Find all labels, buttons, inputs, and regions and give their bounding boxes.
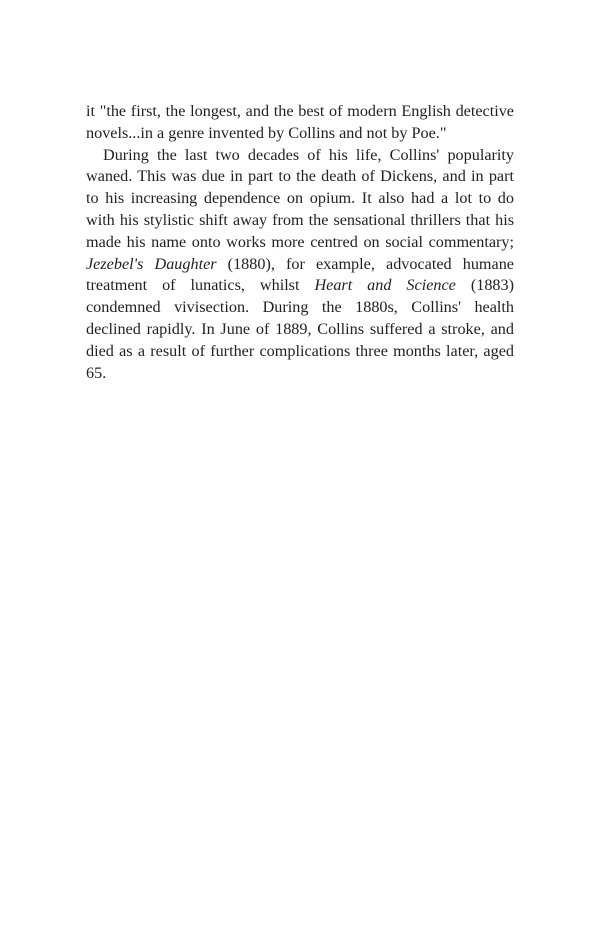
page-body	[86, 101, 514, 384]
book-title-heart-and-science: Heart and Science	[314, 276, 456, 295]
paragraph-2-text-a: During the last two decades of his life, Collins' popularity waned. This was due in part to the death of Dickens, and in part to his increasing dependence on opium. It also had a lot to do with his stylistic shift away from the sensational thrillers that his made his name onto works more centred on social commentary;	[86, 145, 514, 251]
book-title-jezebels-daughter: Jezebel's Daughter	[86, 254, 217, 273]
paragraph-continuation	[86, 101, 514, 145]
paragraph-2-text-c: (1883) condemned vivisection. During the 1880s, Collins' health declined rapidly. In June of 1889, Collins suffered a stroke, and died as a result of further complications three months later, aged 65.	[86, 276, 514, 382]
paragraph-collins-decline	[86, 145, 514, 385]
paragraph-2-text-b: (1880), for example, advocated humane treatment of lunatics, whilst	[86, 254, 514, 295]
paragraph-1-text: it "the first, the longest, and the best of modern English detective novels...in a genre invented by Collins and not by Poe."	[86, 102, 514, 142]
